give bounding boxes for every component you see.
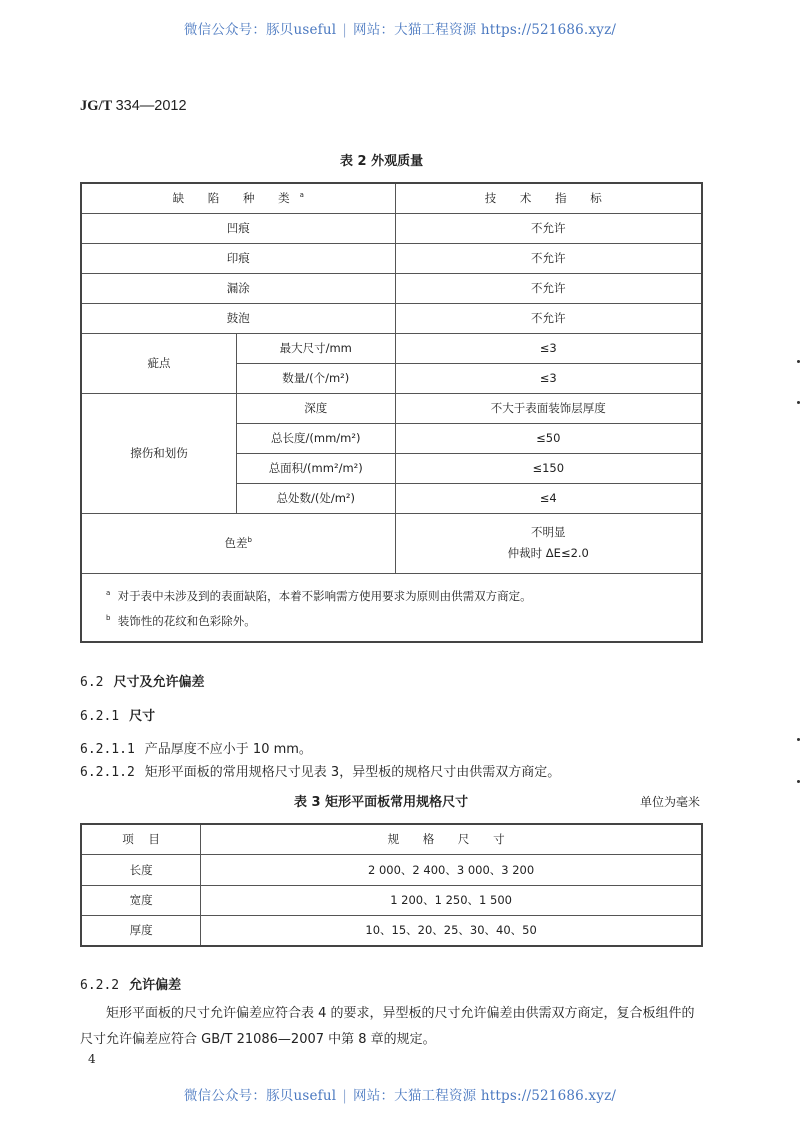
- table-row: [81, 513, 702, 573]
- sub-item-cell: 最大尺寸/mm: [236, 333, 395, 363]
- footnote-a: $^a$ 对于表中未涉及到的表面缺陷，本着不影响需方使用要求为原则由供需双方商定。: [106, 588, 532, 603]
- table-header-row: [81, 183, 702, 213]
- watermark-top: [0, 18, 800, 38]
- watermark-right: 网站：大猫工程资源 https://521686.xyz/: [353, 22, 617, 38]
- header-item: 项 目: [81, 824, 201, 854]
- defect-cell: 凹痕: [81, 213, 395, 243]
- table-row: [81, 303, 702, 333]
- spec-cell: ≤3: [395, 333, 702, 363]
- spec-cell: ≤4: [395, 483, 702, 513]
- watermark-left: 微信公众号：豚贝useful: [183, 1088, 337, 1104]
- standard-number: 334—2012: [115, 98, 187, 114]
- table-rect-panel-sizes: [80, 823, 703, 947]
- item-cell: 宽度: [81, 885, 201, 915]
- watermark-left: 微信公众号：豚贝useful: [183, 22, 337, 38]
- table-appearance-quality: [80, 182, 703, 643]
- values-cell: 1 200、1 250、1 500: [201, 885, 702, 915]
- sub-item-cell: 总面积/(mm²/m²): [236, 453, 395, 483]
- table-row: [81, 243, 702, 273]
- values-cell: 2 000、2 400、3 000、3 200: [201, 854, 702, 885]
- header-spec-size: 规 格 尺 寸: [201, 824, 702, 854]
- defect-cell-color-diff: 色差$^b$: [81, 513, 395, 573]
- defect-cell-spots: 疵点: [81, 333, 236, 393]
- table3-unit: 单位为毫米: [640, 795, 701, 809]
- standard-prefix: JG/T: [80, 98, 112, 114]
- table-row: [81, 273, 702, 303]
- table3-caption: 表 3 矩形平面板常用规格尺寸: [294, 795, 469, 810]
- sub-item-cell: 总长度/(mm/m²): [236, 423, 395, 453]
- header-defect-type: 缺 陷 种 类$^a$: [81, 183, 395, 213]
- page-number: 4: [88, 1052, 96, 1066]
- table-row: [81, 885, 702, 915]
- section-6-2-2-paragraph: 矩形平面板的尺寸允许偏差应符合表 4 的要求，异型板的尺寸允许偏差由供需双方商定，复合板组件的尺寸允许偏差应符合 GB/T 21086—2007 中第 8 章的规定。: [80, 1006, 695, 1047]
- table-row: [81, 854, 702, 885]
- sub-item-cell: 数量/(个/m²): [236, 363, 395, 393]
- table-row: [81, 393, 702, 423]
- table-row: [81, 915, 702, 946]
- header-technical-spec: 技 术 指 标: [395, 183, 702, 213]
- watermark-separator: |: [342, 1088, 348, 1104]
- sub-item-cell: 深度: [236, 393, 395, 423]
- footnote-b: $^b$ 装饰性的花纹和色彩除外。: [106, 614, 256, 629]
- table-footnotes: [81, 573, 702, 642]
- clause-6-2-1-2: 6.2.1.2 矩形平面板的常用规格尺寸见表 3，异型板的规格尺寸由供需双方商定。: [80, 765, 561, 780]
- item-cell: 长度: [81, 854, 201, 885]
- watermark-bottom: [0, 1084, 800, 1104]
- spec-cell: 不允许: [395, 213, 702, 243]
- sub-item-cell: 总处数/(处/m²): [236, 483, 395, 513]
- spec-cell: 不大于表面装饰层厚度: [395, 393, 702, 423]
- spec-cell: 不允许: [395, 303, 702, 333]
- section-6-2-1-heading: 6.2.1 尺寸: [80, 709, 156, 724]
- spec-cell: ≤50: [395, 423, 702, 453]
- standard-code: [80, 98, 187, 115]
- watermark-separator: |: [342, 22, 348, 38]
- spec-cell: 不允许: [395, 243, 702, 273]
- table-header-row: [81, 824, 702, 854]
- defect-cell: 漏涂: [81, 273, 395, 303]
- section-6-2-2-heading: 6.2.2 允许偏差: [80, 978, 182, 993]
- table-footnote-row: [81, 573, 702, 642]
- spec-cell: ≤150: [395, 453, 702, 483]
- clause-6-2-1-1: 6.2.1.1 产品厚度不应小于 10 mm。: [80, 742, 312, 757]
- table-row: [81, 213, 702, 243]
- spec-cell: ≤3: [395, 363, 702, 393]
- defect-cell: 鼓泡: [81, 303, 395, 333]
- defect-cell: 印痕: [81, 243, 395, 273]
- section-6-2-heading: 6.2 尺寸及允许偏差: [80, 675, 205, 690]
- spec-cell: 不允许: [395, 273, 702, 303]
- values-cell: 10、15、20、25、30、40、50: [201, 915, 702, 946]
- item-cell: 厚度: [81, 915, 201, 946]
- spec-cell-color-diff: 不明显 仲裁时 ΔE≤2.0: [395, 513, 702, 573]
- watermark-right: 网站：大猫工程资源 https://521686.xyz/: [353, 1088, 617, 1104]
- table-row: [81, 333, 702, 363]
- table2-caption: 表 2 外观质量: [340, 154, 424, 169]
- defect-cell-scratches: 擦伤和划伤: [81, 393, 236, 513]
